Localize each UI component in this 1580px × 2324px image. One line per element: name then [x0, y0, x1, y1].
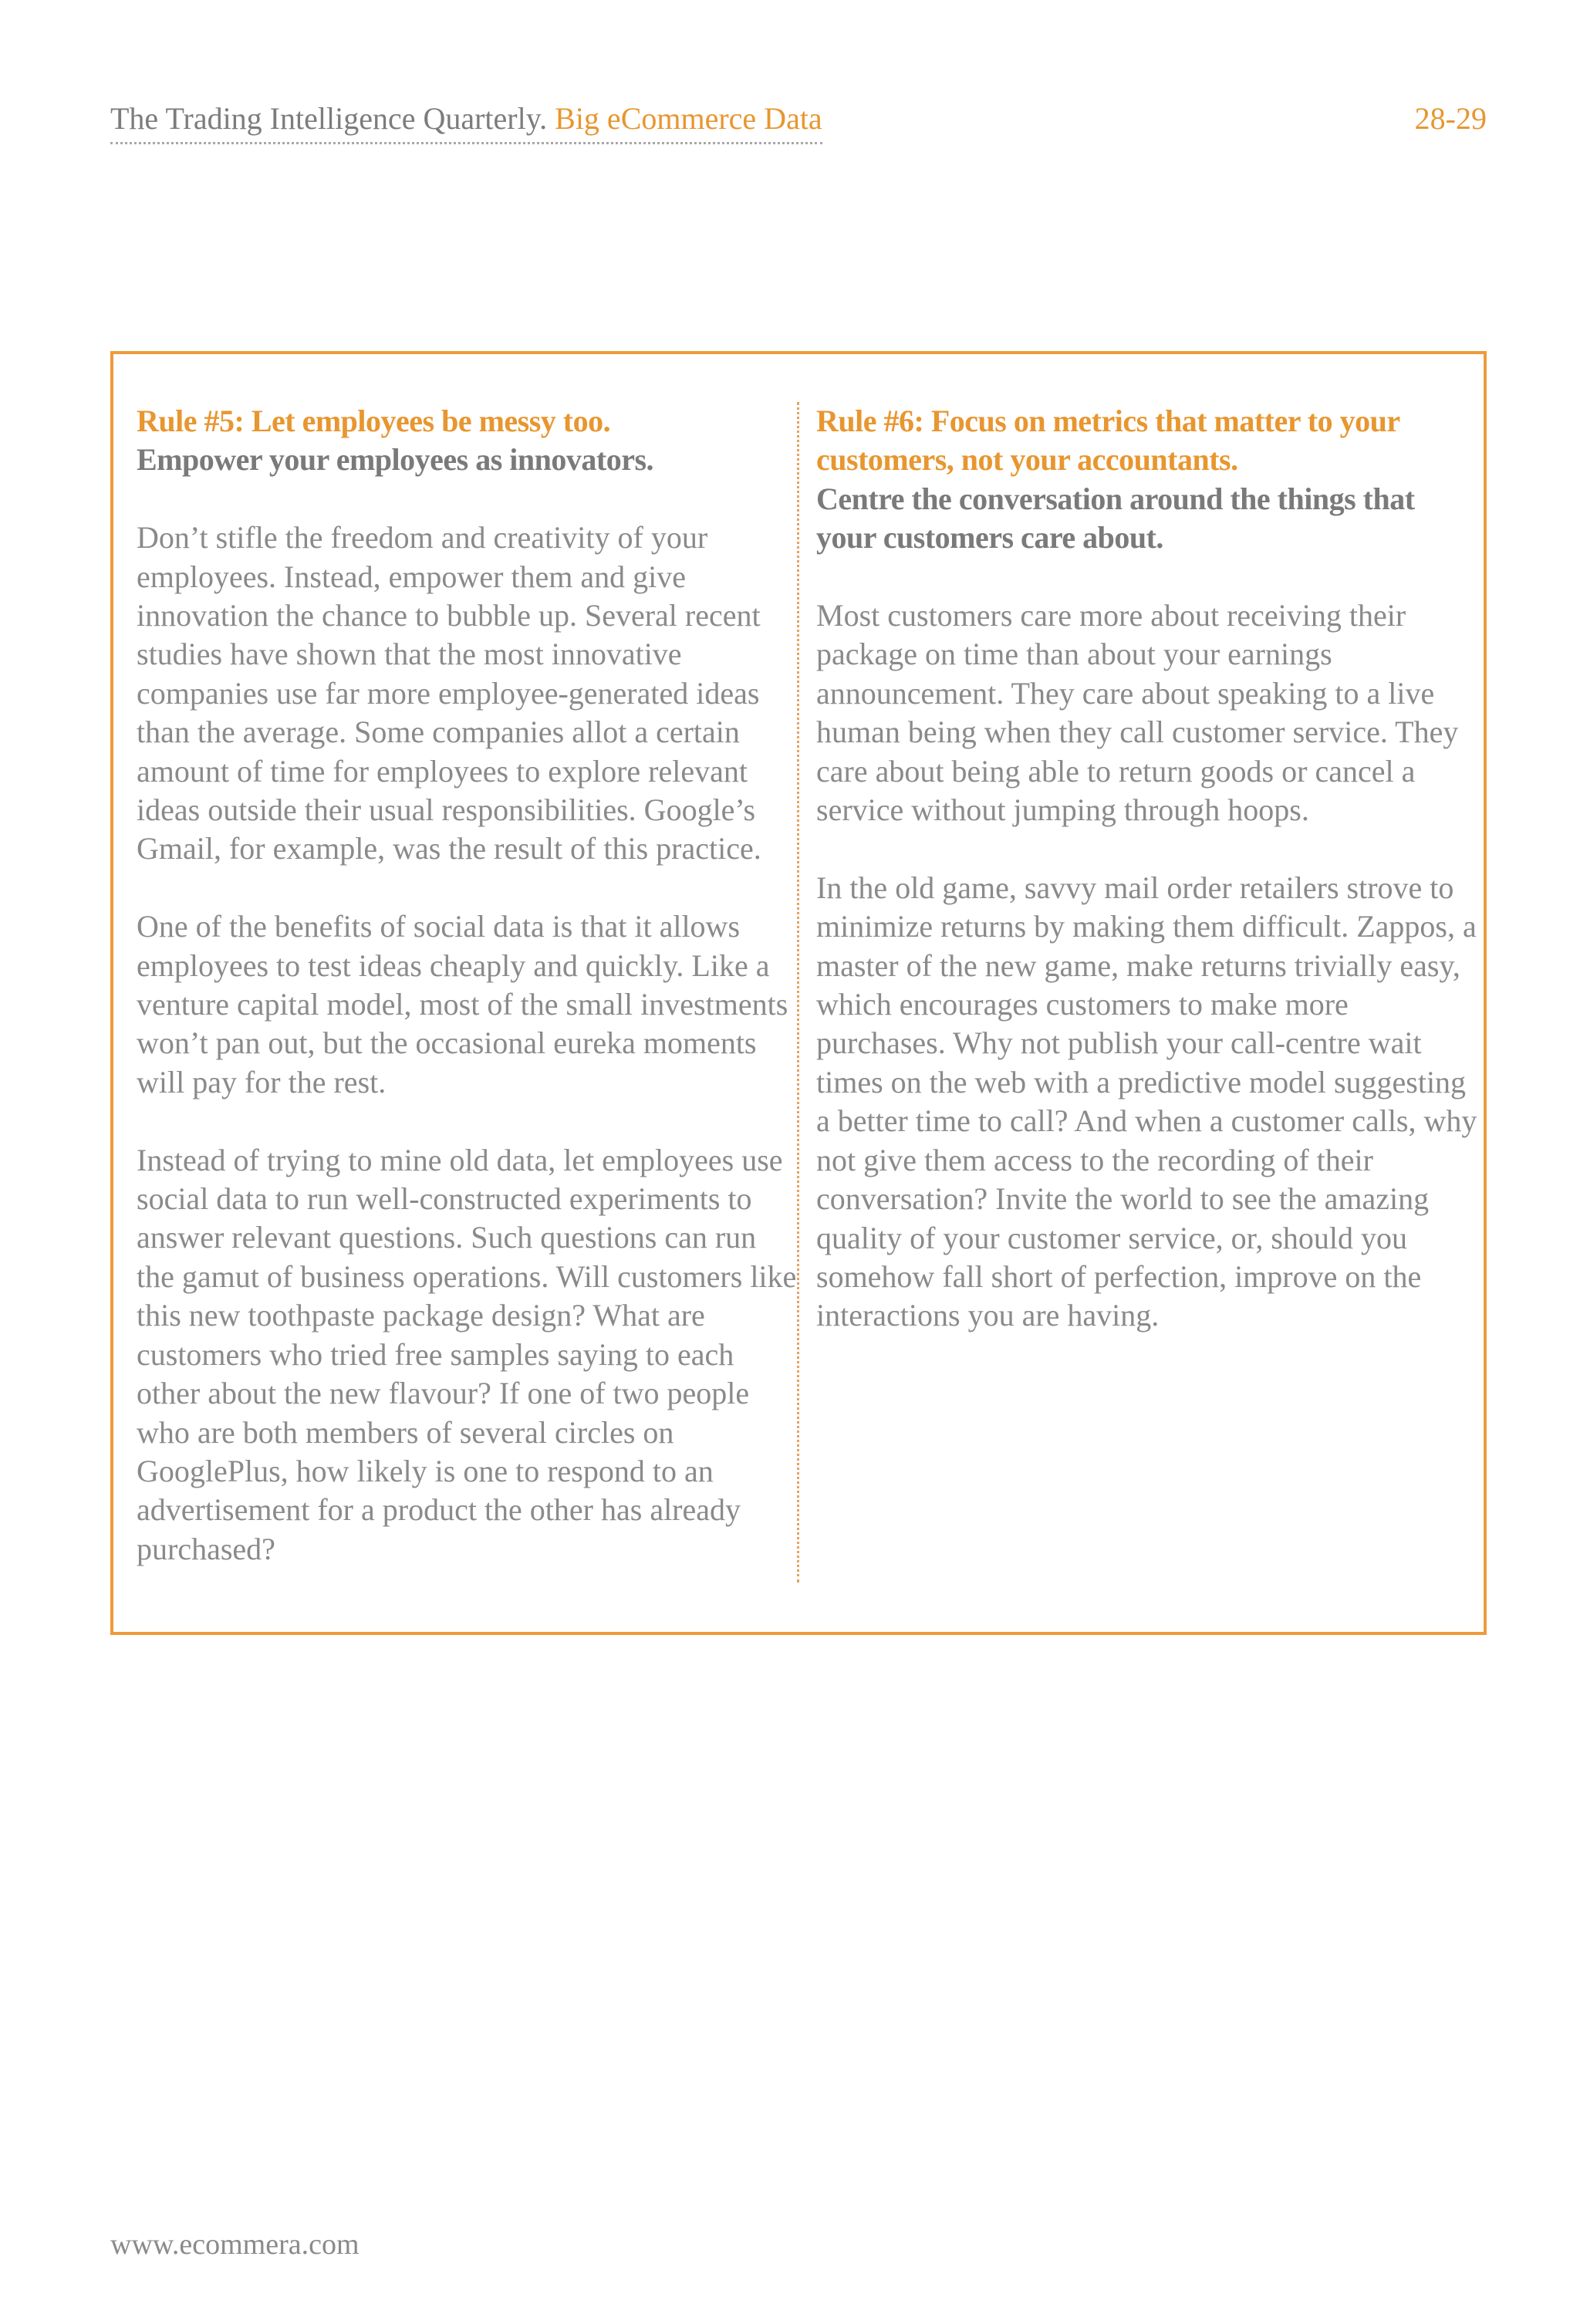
rules-box: [110, 351, 1487, 1635]
rule-6-paragraph: In the old game, savvy mail order retailers strove to minimize returns by making them difficult. Zappos, a master of the new game, make returns trivially easy, which encourages customers to make more purchases. Why not publish your call-centre wait times on the web with a predictive model suggesting a better time to call? And when a customer calls, why not give them access to the recording of their conversation? Invite the world to see the amazing quality of your customer service, or, should you somehow fall short of perfection, improve on the interactions you are having.: [816, 870, 1477, 1333]
rule-6-title: Rule #6: Focus on metrics that matter to your customers, not your accountants.: [816, 404, 1399, 478]
publication-name: The Trading Intelligence Quarterly.: [110, 101, 548, 136]
rule-5-subtitle: Empower your employees as innovators.: [137, 442, 654, 478]
rule-6-column: [816, 402, 1480, 1336]
footer-url[interactable]: www.ecommera.com: [110, 2228, 360, 2261]
rule-5-column: [137, 402, 800, 1569]
rule-5-paragraph: Instead of trying to mine old data, let employees use social data to run well-constructed experiments to answer relevant questions. Such questions can run the gamut of business operations. Will customers like this new toothpaste package design? What are customers who tried free samples saying to each other about the new flavour? If one of two people who are both members of several circles on GooglePlus, how likely is one to respond to an advertisement for a product the other has already purchased?: [137, 1142, 797, 1566]
publication-title: [110, 96, 822, 144]
rule-6-paragraph: Most customers care more about receiving their package on time than about your earnings announcement. They care about speaking to a live human being when they call customer service. They care about being able to return goods or cancel a service without jumping through hoops.: [816, 598, 1459, 828]
rule-6-subtitle: Centre the conversation around the things that your customers care about.: [816, 481, 1415, 556]
page-header: [110, 96, 1487, 142]
rule-5-paragraph: One of the benefits of social data is that it allows employees to test ideas cheaply and quickly. Like a venture capital model, most of the small investments won’t pan out, but the occasional eureka moments will pay for the rest.: [137, 909, 788, 1100]
rule-5-paragraph: Don’t stifle the freedom and creativity of your employees. Instead, empower them and give innovation the chance to bubble up. Several recent studies have shown that the most innovative companies use far more employee-generated ideas than the average. Some companies allot a certain amount of time for employees to explore relevant ideas outside their usual responsibilities. Google’s Gmail, for example, was the result of this practice.: [137, 520, 761, 866]
rule-5-title: Rule #5: Let employees be messy too.: [137, 404, 611, 438]
section-name: Big eCommerce Data: [555, 101, 822, 136]
page-number: 28-29: [1414, 101, 1487, 136]
